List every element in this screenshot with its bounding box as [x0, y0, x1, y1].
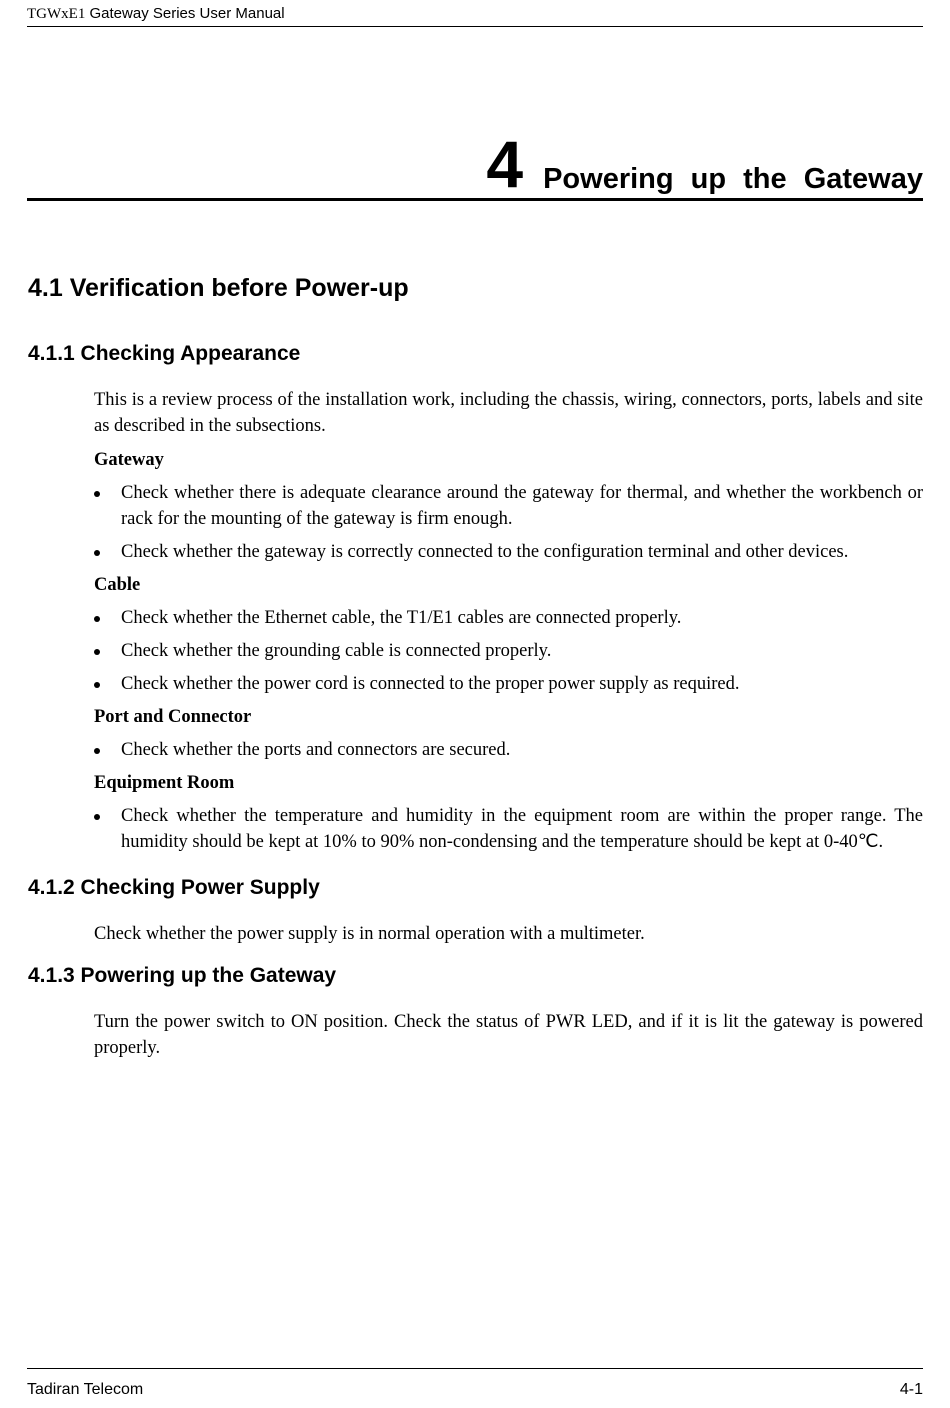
list-item: [94, 638, 923, 664]
power-up-paragraph: Turn the power switch to ON position. Check the status of PWR LED, and if it is lit the gateway is powered properly.: [94, 1012, 923, 1058]
page-number: 4-1: [899, 1381, 923, 1398]
bullet-icon: [94, 682, 100, 688]
bullet-icon: [94, 814, 100, 820]
list-item-text: Check whether the gateway is correctly connected to the configuration terminal and other devices.: [121, 542, 849, 562]
list-item-text: Check whether the temperature and humidity in the equipment room are within the proper range. The humidity should be kept at 10% to 90% non-condensing and the temperature should be kept at 0-40℃.: [121, 806, 923, 852]
list-item: [94, 803, 923, 855]
list-item-text: Check whether the grounding cable is connected properly.: [121, 641, 552, 661]
chapter-number: 4: [486, 127, 524, 201]
subheading-port-connector: Port and Connector: [94, 707, 252, 727]
running-footer: [27, 1368, 923, 1399]
bullet-icon: [94, 748, 100, 754]
list-item-text: Check whether there is adequate clearance around the gateway for thermal, and whether the workbench or rack for the mounting of the gateway is firm enough.: [121, 483, 923, 529]
subheading-equipment-room: Equipment Room: [94, 773, 235, 793]
list-item: [94, 671, 923, 697]
section-4-1-1-heading: 4.1.1 Checking Appearance: [28, 342, 301, 365]
list-item: [94, 480, 923, 532]
section-4-1-1-body: [94, 387, 923, 855]
list-item: [94, 737, 923, 763]
intro-paragraph: This is a review process of the installation work, including the chassis, wiring, connectors, ports, labels and site as described in the subsections.: [94, 390, 923, 436]
chapter-title: [27, 128, 923, 201]
list-item: [94, 605, 923, 631]
section-4-1-3-heading: 4.1.3 Powering up the Gateway: [28, 964, 337, 987]
bullet-icon: [94, 649, 100, 655]
power-supply-paragraph: Check whether the power supply is in normal operation with a multimeter.: [94, 924, 645, 944]
list-item: [94, 539, 923, 565]
header-title: Gateway Series User Manual: [89, 5, 285, 22]
footer-company: Tadiran Telecom: [27, 1381, 144, 1398]
list-item-text: Check whether the ports and connectors are secured.: [121, 740, 511, 760]
bullet-icon: [94, 550, 100, 556]
header-product: TGWxE1: [27, 6, 86, 22]
subheading-gateway: Gateway: [94, 450, 164, 470]
list-item-text: Check whether the power cord is connected to the proper power supply as required.: [121, 674, 740, 694]
running-header: [27, 4, 923, 27]
bullet-icon: [94, 491, 100, 497]
section-4-1-3-body: [94, 1009, 923, 1061]
chapter-heading: Powering up the Gateway: [543, 163, 923, 195]
section-4-1-2-body: [94, 921, 923, 947]
list-item-text: Check whether the Ethernet cable, the T1/E1 cables are connected properly.: [121, 608, 682, 628]
section-4-1-2-heading: 4.1.2 Checking Power Supply: [28, 876, 320, 899]
section-4-1-heading: 4.1 Verification before Power-up: [28, 274, 409, 302]
subheading-cable: Cable: [94, 575, 141, 595]
bullet-icon: [94, 616, 100, 622]
